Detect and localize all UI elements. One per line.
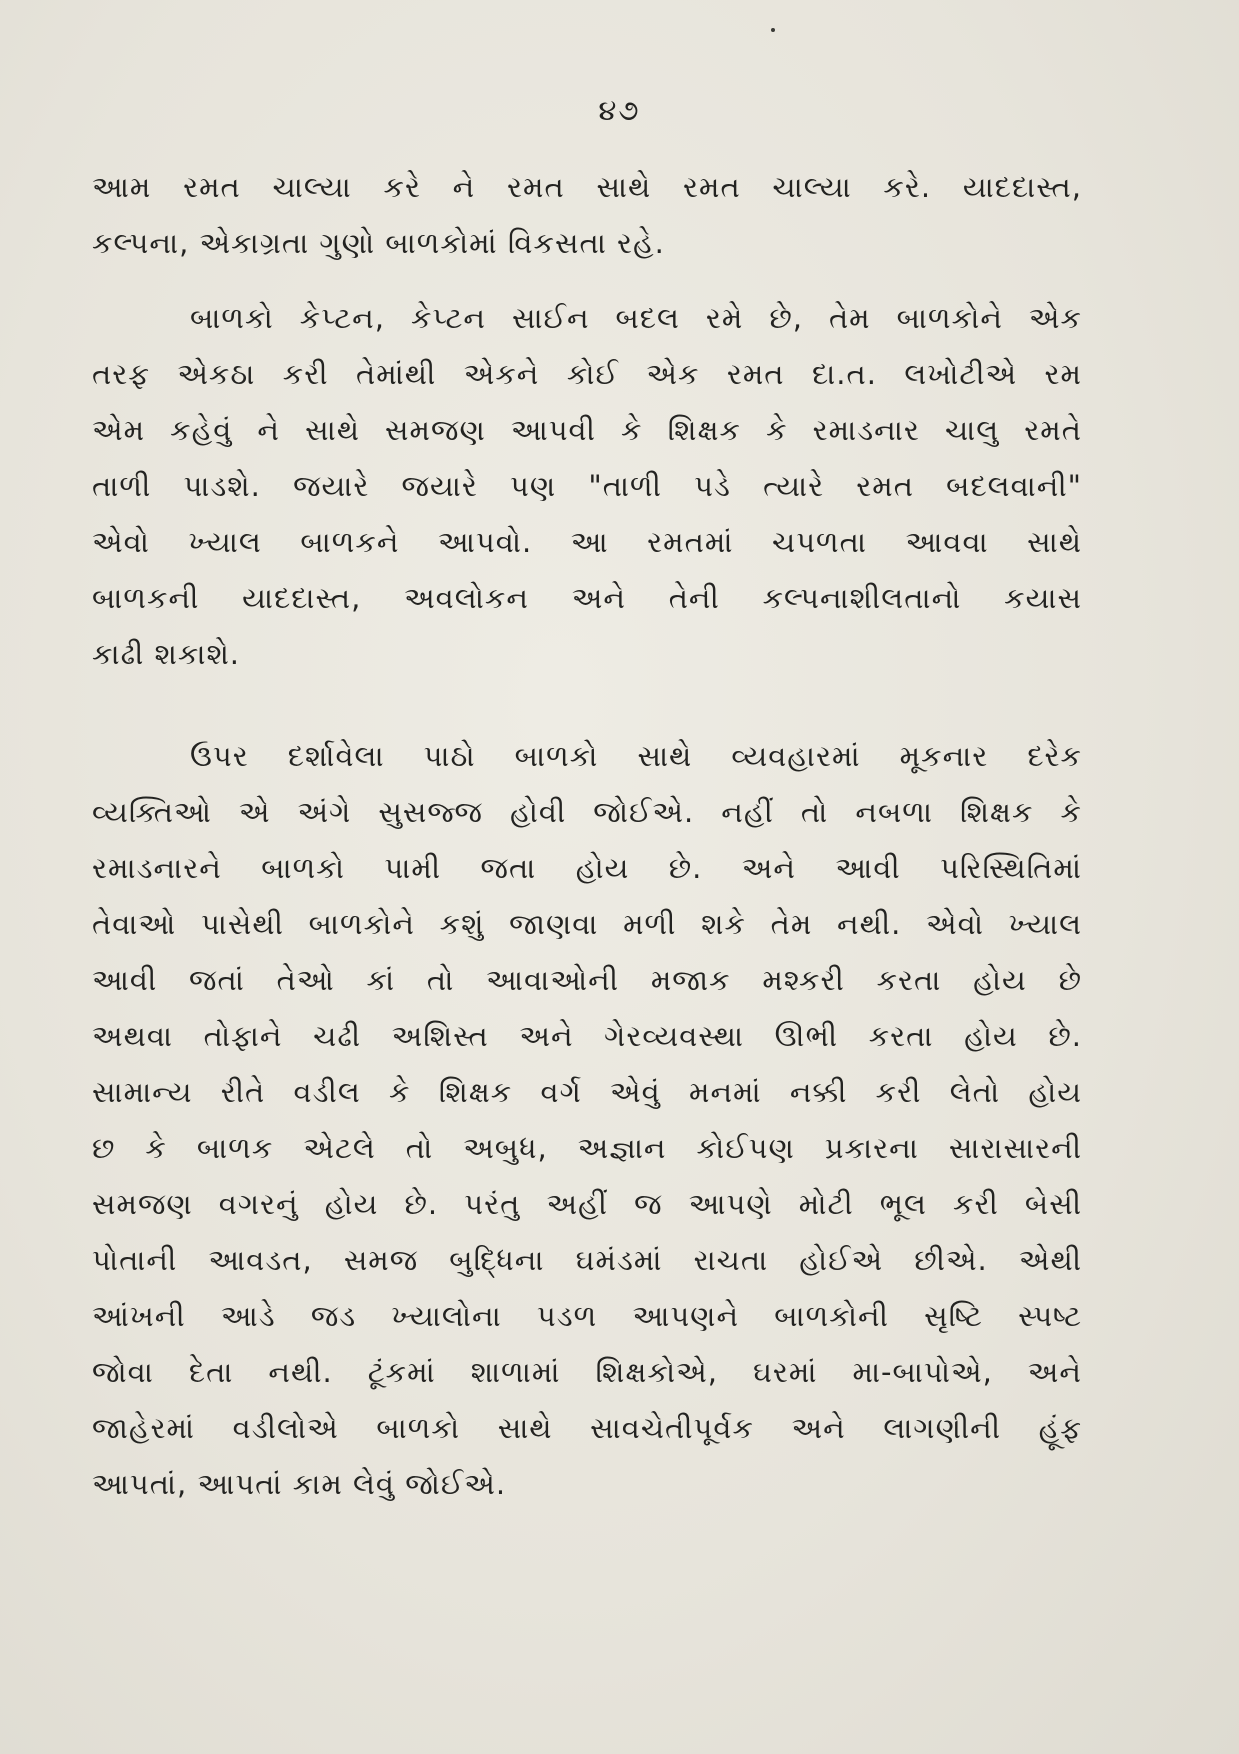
- text-line: વ્યક્તિઓ એ અંગે સુસજ્જ હોવી જોઈએ. નહીં તો નબળા શિક્ષક કે: [92, 795, 1082, 829]
- text-line: છ કે બાળક એટલે તો અબુધ, અજ્ઞાન કોઈપણ પ્રકારના સારાસારની: [92, 1131, 1082, 1165]
- text-line: આમ રમત ચાલ્યા કરે ને રમત સાથે રમત ચાલ્યા કરે. યાદદાસ્ત,: [92, 170, 1082, 204]
- text-line: બાળકની યાદદાસ્ત, અવલોકન અને તેની કલ્પનાશીલતાનો કયાસ: [92, 581, 1082, 615]
- text-line: આપતાં, આપતાં કામ લેવું જોઈએ.: [92, 1467, 507, 1501]
- text-line: રમાડનારને બાળકો પામી જતા હોય છે. અને આવી પરિસ્થિતિમાં: [92, 851, 1082, 885]
- text-line: જાહેરમાં વડીલોએ બાળકો સાથે સાવચેતીપૂર્વક અને લાગણીની હૂંફ: [92, 1411, 1082, 1445]
- text-line: ઉપર દર્શાવેલા પાઠો બાળકો સાથે વ્યવહારમાં મૂકનાર દરેક: [190, 739, 1082, 773]
- text-line: તેવાઓ પાસેથી બાળકોને કશું જાણવા મળી શકે તેમ નથી. એવો ખ્યાલ: [92, 907, 1082, 941]
- page-number: ૪૭: [598, 93, 641, 127]
- text-line: સમજણ વગરનું હોય છે. પરંતુ અહીં જ આપણે મોટી ભૂલ કરી બેસી: [92, 1187, 1082, 1221]
- ink-speck: [771, 28, 775, 32]
- text-line: આંખની આડે જડ ખ્યાલોના પડળ આપણને બાળકોની સૃષ્ટિ સ્પષ્ટ: [92, 1299, 1082, 1333]
- text-line: કાઢી શકાશે.: [92, 637, 241, 671]
- text-line: તાળી પાડશે. જયારે જયારે પણ "તાળી પડે ત્યારે રમત બદલવાની": [92, 469, 1082, 503]
- text-line: અથવા તોફાને ચઢી અશિસ્ત અને ગેરવ્યવસ્થા ઊભી કરતા હોય છે.: [92, 1019, 1082, 1053]
- text-line: જોવા દેતા નથી. ટૂંકમાં શાળામાં શિક્ષકોએ, ઘરમાં મા-બાપોએ, અને: [92, 1355, 1082, 1389]
- text-line: કલ્પના, એકાગ્રતા ગુણો બાળકોમાં વિકસતા રહે.: [92, 226, 665, 260]
- text-line: એવો ખ્યાલ બાળકને આપવો. આ રમતમાં ચપળતા આવવા સાથે: [92, 525, 1082, 559]
- paragraph-3: [92, 728, 1082, 1512]
- text-line: બાળકો કેપ્ટન, કેપ્ટન સાઈન બદલ રમે છે, તેમ બાળકોને એક: [190, 301, 1082, 335]
- text-line: એમ કહેવું ને સાથે સમજણ આપવી કે શિક્ષક કે રમાડનાર ચાલુ રમતે: [92, 413, 1082, 447]
- text-line: સામાન્ય રીતે વડીલ કે શિક્ષક વર્ગ એવું મનમાં નક્કી કરી લેતો હોય: [92, 1075, 1082, 1109]
- text-line: તરફ એકઠા કરી તેમાંથી એકને કોઈ એક રમત દા.ત. લખોટીએ રમ: [92, 357, 1082, 391]
- text-line: આવી જતાં તેઓ કાં તો આવાઓની મજાક મશ્કરી કરતા હોય છે: [92, 963, 1082, 997]
- paragraph-1: [92, 159, 1082, 271]
- text-line: પોતાની આવડત, સમજ બુદ્ધિના ઘમંડમાં રાચતા હોઈએ છીએ. એથી: [92, 1243, 1082, 1277]
- paragraph-2: [92, 290, 1082, 682]
